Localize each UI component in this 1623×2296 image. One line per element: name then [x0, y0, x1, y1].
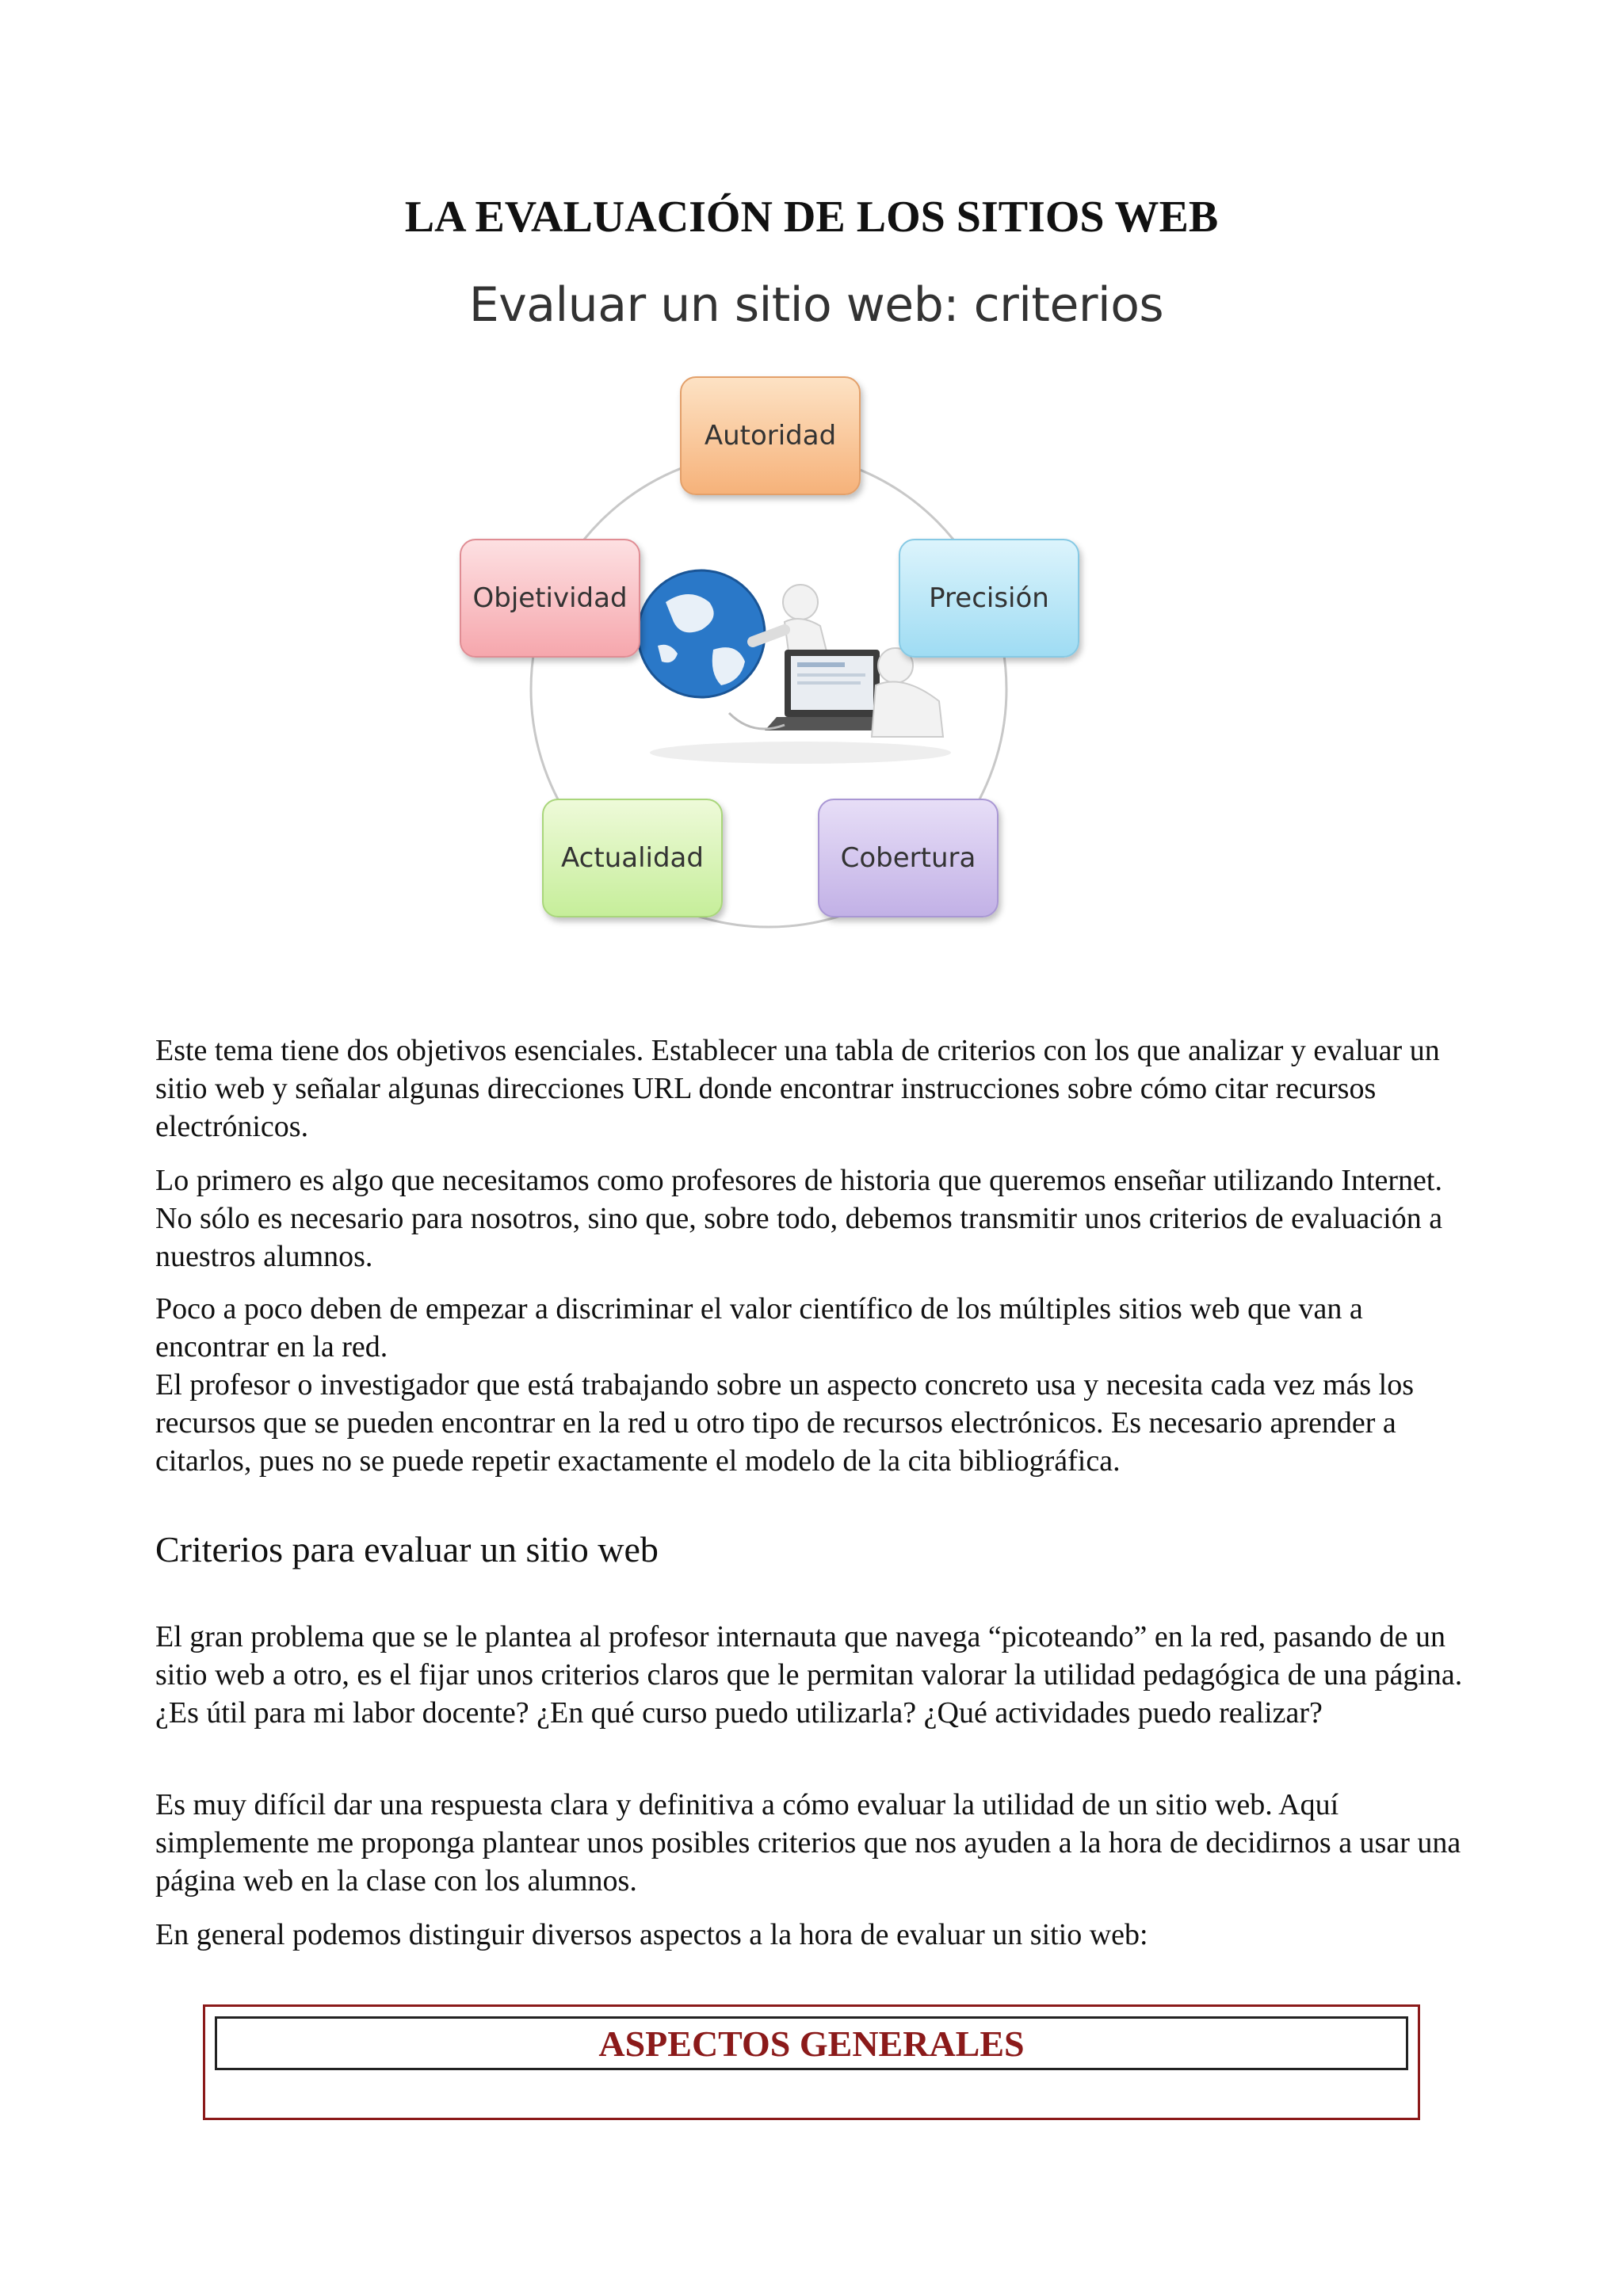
section-paragraph-1: El gran problema que se le plantea al profesor internauta que navega “picoteando” en la red, pasando de un sitio web a otro, es el fijar unos criterios claros que le permitan valorar la utilidad pedagógica de una página. ¿Es útil para mi labor docente? ¿En qué curso puedo utilizarla? ¿Qué actividades puedo realizar?	[155, 1620, 1463, 1730]
intro-paragraph-3a: Poco a poco deben de empezar a discriminar el valor científico de los múltiples sitios web que van a encontrar en la red.	[155, 1292, 1363, 1363]
page-title: LA EVALUACIÓN DE LOS SITIOS WEB	[404, 192, 1219, 242]
criterion-actualidad: Actualidad	[542, 799, 723, 917]
aspects-table-header: ASPECTOS GENERALES	[215, 2016, 1408, 2070]
section-paragraph-2: Es muy difícil dar una respuesta clara y definitiva a cómo evaluar la utilidad de un sitio web. Aquí simplemente me proponga plantear unos posibles criterios que nos ayuden a la hora de decidirnos a usar una página web en la clase con los alumnos.	[155, 1788, 1461, 1897]
criterion-cobertura: Cobertura	[818, 799, 999, 917]
section-paragraph-3: En general podemos distinguir diversos aspectos a la hora de evaluar un sitio web:	[155, 1918, 1148, 1951]
section-heading: Criterios para evaluar un sitio web	[155, 1529, 659, 1569]
criterion-precision: Precisión	[899, 539, 1079, 658]
diagram-title: Evaluar un sitio web: criterios	[468, 277, 1164, 333]
intro-paragraph-3b: El profesor o investigador que está trabajando sobre un aspecto concreto usa y necesita cada vez más los recursos que se pueden encontrar en la red u otro tipo de recursos electrónicos. Es necesario aprender a citarlos, pues no se puede repetir exactamente el modelo de la cita bibliográfica.	[155, 1368, 1415, 1478]
intro-paragraph-2: Lo primero es algo que necesitamos como profesores de historia que queremos enseñar utilizando Internet. No sólo es necesario para nosotros, sino que, sobre todo, debemos transmitir unos criterios de evaluación a nuestros alumnos.	[155, 1164, 1443, 1273]
aspects-table	[203, 2004, 1420, 2120]
criterion-objetividad: Objetividad	[460, 539, 640, 658]
criterion-autoridad: Autoridad	[680, 376, 861, 495]
intro-paragraph-1: Este tema tiene dos objetivos esenciales. Establecer una tabla de criterios con los que analizar y evaluar un sitio web y señalar algunas direcciones URL donde encontrar instrucciones sobre cómo citar recursos electrónicos.	[155, 1034, 1440, 1143]
criteria-diagram	[444, 261, 1189, 951]
